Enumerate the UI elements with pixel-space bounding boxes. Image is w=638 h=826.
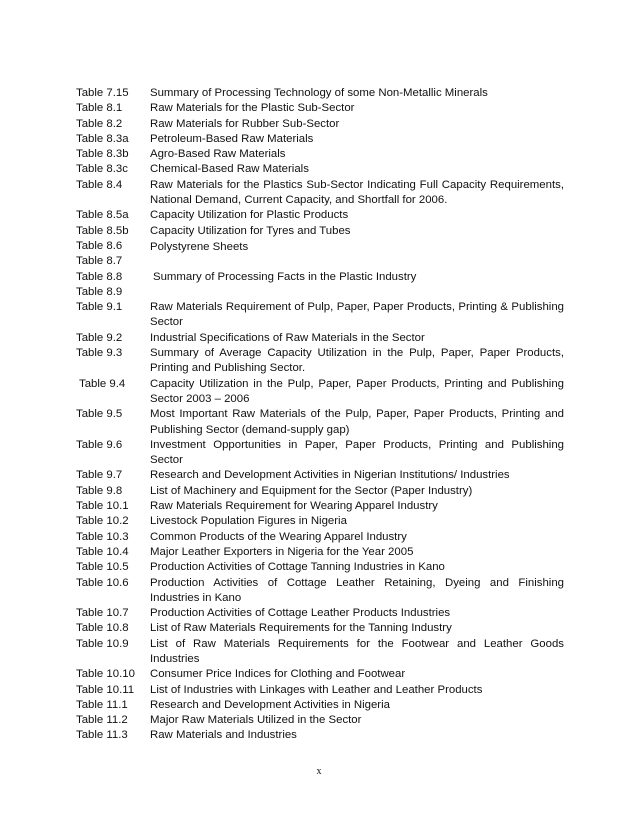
table-title: Raw Materials for Rubber Sub-Sector xyxy=(150,117,340,130)
table-entry xyxy=(76,576,564,607)
table-number: Table 10.10 xyxy=(76,668,135,681)
table-entry xyxy=(76,178,564,209)
table-entry xyxy=(76,132,564,147)
table-title xyxy=(150,285,564,300)
table-title: Common Products of the Wearing Apparel Industry xyxy=(150,530,407,543)
table-title: List of Raw Materials Requirements for the Footwear and Leather Goods Industries xyxy=(150,637,564,665)
table-title: Livestock Population Figures in Nigeria xyxy=(150,515,347,528)
table-entry xyxy=(76,606,564,621)
table-entry xyxy=(76,101,564,116)
table-title: Production Activities of Cottage Leather Products Industries xyxy=(150,607,451,620)
table-number: Table 8.1 xyxy=(76,102,123,115)
table-entry xyxy=(76,346,564,377)
table-title: Production Activities of Cottage Leather Retaining, Dyeing and Finishing Industries in Kano xyxy=(150,576,564,604)
table-entry xyxy=(76,208,564,223)
table-entry xyxy=(76,285,564,300)
table-number: Table 11.3 xyxy=(76,729,128,742)
table-entry xyxy=(76,270,564,285)
table-entry xyxy=(76,545,564,560)
table-entry xyxy=(76,621,564,636)
table-title: Summary of Processing Technology of some Non-Metallic Minerals xyxy=(150,87,488,99)
table-number: Table 8.4 xyxy=(76,178,123,191)
table-title: Raw Materials for the Plastic Sub-Sector xyxy=(150,102,355,115)
table-number: Table 8.6 xyxy=(76,239,123,252)
table-number: Table 9.7 xyxy=(76,469,123,482)
table-entry xyxy=(76,224,564,239)
table-number: Table 9.8 xyxy=(76,484,123,497)
table-entry xyxy=(76,147,564,162)
table-title: List of Industries with Linkages with Leather and Leather Products xyxy=(150,683,483,696)
table-entry xyxy=(76,377,564,408)
table-title: Major Raw Materials Utilized in the Sector xyxy=(150,714,362,727)
table-entry xyxy=(76,438,564,469)
list-of-tables xyxy=(76,86,564,744)
table-number: Table 8.3c xyxy=(76,163,128,176)
table-title: Petroleum-Based Raw Materials xyxy=(150,132,314,145)
table-number: Table 10.9 xyxy=(76,637,129,650)
table-entry xyxy=(76,728,564,743)
table-title: Capacity Utilization for Plastic Products xyxy=(150,209,349,222)
table-number: Table 8.3a xyxy=(76,132,129,145)
page-number: x xyxy=(316,766,322,777)
table-number: Table 10.2 xyxy=(76,515,129,528)
table-entry xyxy=(76,484,564,499)
table-number: Table 10.6 xyxy=(76,576,129,589)
table-number: Table 9.6 xyxy=(76,438,123,451)
table-title: Consumer Price Indices for Clothing and Footwear xyxy=(150,668,406,681)
table-entry xyxy=(76,117,564,132)
table-entry xyxy=(76,713,564,728)
table-number: Table 10.7 xyxy=(76,607,129,620)
table-number: Table 8.5a xyxy=(76,209,129,222)
table-title: Chemical-Based Raw Materials xyxy=(150,163,309,176)
table-entry xyxy=(76,468,564,483)
table-entry xyxy=(76,499,564,514)
table-entry xyxy=(76,514,564,529)
table-title: Capacity Utilization for Tyres and Tubes xyxy=(150,224,351,237)
table-number: Table 9.1 xyxy=(76,301,123,314)
table-title: Major Leather Exporters in Nigeria for the Year 2005 xyxy=(150,545,414,558)
table-number: Table 10.11 xyxy=(76,683,135,696)
table-title: Capacity Utilization in the Pulp, Paper, Paper Products, Printing and Publishing Sector 2003 – 2006 xyxy=(150,377,564,405)
table-number: Table 10.8 xyxy=(76,622,129,635)
table-title: List of Machinery and Equipment for the Sector (Paper Industry) xyxy=(150,484,473,497)
table-number: Table 8.9 xyxy=(76,285,123,298)
table-number: Table 10.4 xyxy=(76,545,129,558)
table-number: Table 10.3 xyxy=(76,530,129,543)
table-entry xyxy=(76,331,564,346)
table-number: Table 9.5 xyxy=(76,408,123,421)
table-title: Raw Materials and Industries xyxy=(150,729,297,742)
table-number: Table 8.2 xyxy=(76,117,123,130)
table-number: Table 11.2 xyxy=(76,714,128,727)
table-title: List of Raw Materials Requirements for the Tanning Industry xyxy=(150,622,452,635)
table-number: Table 7.15 xyxy=(76,87,129,99)
table-number: Table 10.1 xyxy=(76,500,129,513)
table-number: Table 9.4 xyxy=(79,377,126,390)
table-entry xyxy=(76,560,564,575)
table-title: Research and Development Activities in Nigerian Institutions/ Industries xyxy=(150,469,510,482)
table-number: Table 9.3 xyxy=(76,347,123,360)
table-title: Most Important Raw Materials of the Pulp, Paper, Paper Products, Printing and Publishing Sector (demand-supply gap) xyxy=(150,408,564,436)
table-title: Summary of Processing Facts in the Plastic Industry xyxy=(153,270,417,283)
table-title: Industrial Specifications of Raw Materials in the Sector xyxy=(150,331,425,344)
table-number: Table 8.7 xyxy=(76,255,123,268)
table-number: Table 8.8 xyxy=(76,270,123,283)
table-title: Polystyrene Sheets xyxy=(150,241,249,254)
table-title: Investment Opportunities in Paper, Paper Products, Printing and Publishing Sector xyxy=(150,438,564,467)
table-entry xyxy=(76,530,564,545)
table-entry xyxy=(76,162,564,177)
table-title: Summary of Average Capacity Utilization in the Pulp, Paper, Paper Products, Printing and Publishing Sector. xyxy=(150,347,564,375)
table-entry xyxy=(76,86,564,101)
table-number: Table 11.1 xyxy=(76,698,128,711)
table-entry xyxy=(76,407,564,438)
table-number: Table 9.2 xyxy=(76,331,123,344)
table-number: Table 10.5 xyxy=(76,561,129,574)
table-entry xyxy=(76,637,564,668)
table-title: Raw Materials Requirement for Wearing Apparel Industry xyxy=(150,500,438,513)
table-title: Raw Materials Requirement of Pulp, Paper, Paper Products, Printing & Publishing Sector xyxy=(150,301,564,329)
table-entry xyxy=(76,667,564,682)
table-entry xyxy=(76,683,564,698)
table-title: Agro-Based Raw Materials xyxy=(150,148,286,161)
table-title: Production Activities of Cottage Tanning Industries in Kano xyxy=(150,561,445,574)
table-number: Table 8.3b xyxy=(76,148,129,161)
table-entry xyxy=(76,300,564,331)
table-entry xyxy=(76,698,564,713)
table-number: Table 8.5b xyxy=(76,224,129,237)
table-title: Research and Development Activities in Nigeria xyxy=(150,698,390,711)
table-title: Raw Materials for the Plastics Sub-Sector Indicating Full Capacity Requirements, National Demand, Current Capacity, and Shortfall for 2006. xyxy=(150,178,564,207)
